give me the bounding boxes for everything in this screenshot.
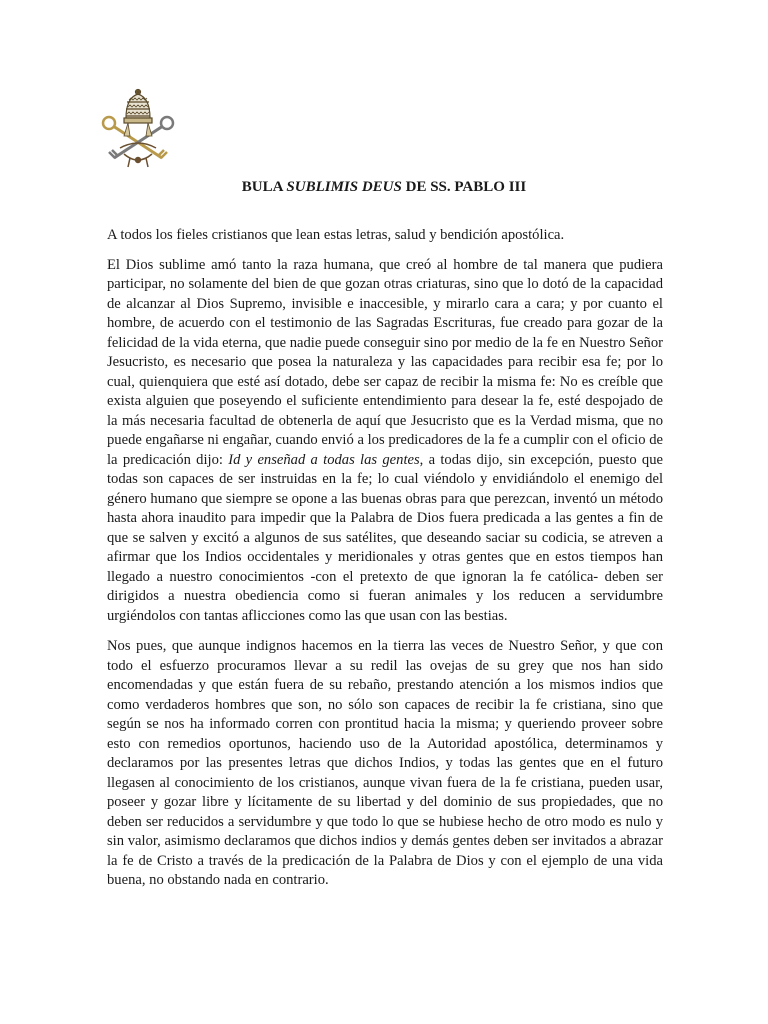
- paragraph-1-part-a: El Dios sublime amó tanto la raza humana, que creó al hombre de tal manera que pudiera participar, no solamente del bien de que gozan otras criaturas, sino que lo dotó de la capacidad de alcanzar al Dios Supremo, invisible e inaccesible, y mirarlo cara a cara; y por cuanto el hombre, de acuerdo con el testimonio de las Sagradas Escrituras, fue creado para gozar de la felicidad de la vida eterna, que nadie puede conseguir sino por medio de la fe en Nuestro Señor Jesucristo, es necesario que posea la naturaleza y las capacidades para recibir esa fe; por lo cual, quienquiera que esté así dotado, debe ser capaz de recibir la misma fe: No es creíble que exista alguien que poseyendo el suficiente entendimiento para desear la fe, esté despojado de la más necesaria facultad de obtenerla de aquí que Jesucristo que es la Verdad misma, que no puede engañarse ni engañar, cuando envió a los predicadores de la fe a cumplir con el oficio de la predicación dijo:: [107, 256, 663, 468]
- title-italic: SUBLIMIS DEUS: [286, 179, 402, 195]
- title-suffix: DE SS. PABLO III: [405, 179, 527, 195]
- title-prefix: BULA: [241, 179, 283, 195]
- paragraph-2: Nos pues, que aunque indignos hacemos en la tierra las veces de Nuestro Señor, y que con todo el esfuerzo procuramos llevar a su redil las ovejas de su grey que nos han sido encomendadas y que están fuera de su rebaño, prestando atención a los mismos indios que como verdaderos hombres que son, no sólo son capaces de recibir la fe cristiana, sino que según se nos ha informado corren con prontitud hacia la misma; y queriendo proveer sobre esto con remedios oportunos, haciendo uso de la Autoridad apostólica, determinamos y declaramos por las presentes letras que dichos Indios, y todas las gentes que en el futuro llegasen al conocimiento de los cristianos, aunque vivan fuera de la fe cristiana, pueden usar, poseer y gozar libre y lícitamente de su libertad y del dominio de sus propiedades, que no deben ser reducidos a servidumbre y que todo lo que se hubiese hecho de otro modo es nulo y sin valor, asimismo declaramos que dichos indios y demás gentes deben ser invitados a abrazar la fe de Cristo a través de la predicación de la Palabra de Dios y con el ejemplo de una vida buena, no obstando nada en contrario.: [107, 638, 663, 888]
- document-title: [0, 178, 768, 196]
- papal-coat-of-arms-icon: [100, 88, 176, 168]
- greeting-paragraph: A todos los fieles cristianos que lean estas letras, salud y bendición apostólica.: [107, 227, 565, 243]
- paragraph-1-quote: Id y enseñad a todas las gentes: [228, 451, 420, 468]
- paragraph-1-part-b: , a todas dijo, sin excepción, puesto que todas son capaces de ser instruidas en la fe; lo cual viéndolo y envidiándolo el enemigo del género humano que siempre se opone a las buenas obras para que perezcan, inventó un método hasta ahora inaudito para impedir que la Palabra de Dios fuera predicada a las gentes a fin de que se salven y excitó a algunos de sus satélites, que deseando saciar su codicia, se atreven a afirmar que los Indios occidentales y meridionales y otras gentes que en estos tiempos han llegado a nuestro conocimientos -con el pretexto de que ignoran la fe católica- deben ser dirigidos a nuestra obediencia como si fueran animales y los reducen a servidumbre urgiéndolos con tantas aflicciones como las que usan con las bestias.: [107, 451, 663, 624]
- document-body: [107, 226, 663, 902]
- paragraph-1: [107, 256, 663, 627]
